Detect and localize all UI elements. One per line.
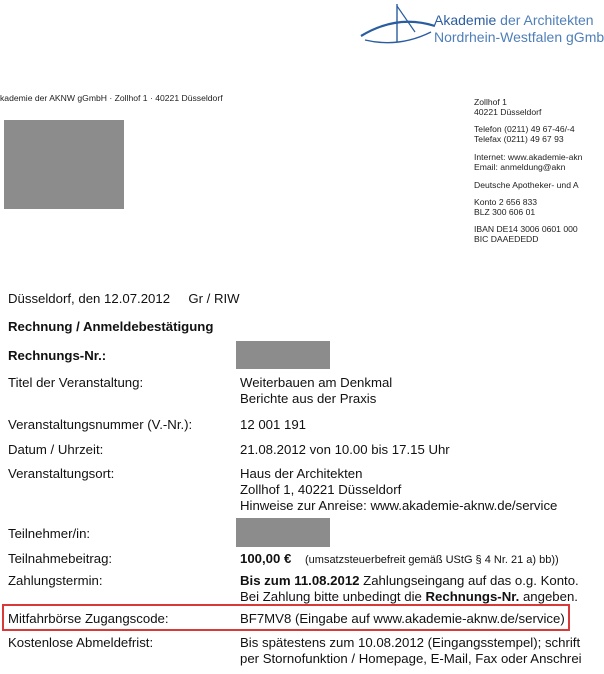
- rechnungsnr-label: Rechnungs-Nr.:: [8, 348, 107, 363]
- titel-value-line2: Berichte aus der Praxis: [240, 391, 377, 406]
- datum-label: Datum / Uhrzeit:: [8, 442, 104, 457]
- mitfahr-value: BF7MV8 (Eingabe auf www.akademie-aknw.de/service): [240, 611, 565, 626]
- zahlung-deadline: Bis zum 11.08.2012: [240, 573, 360, 588]
- date-line: Düsseldorf, den 12.07.2012 Gr / RIW: [8, 291, 240, 306]
- logo-name-rest: der Architekten: [496, 12, 594, 28]
- vnr-value: 12 001 191: [240, 417, 307, 432]
- contact-bic: BIC DAAEDEDD: [474, 234, 539, 244]
- datum-value: 21.08.2012 von 10.00 bis 17.15 Uhr: [240, 442, 450, 457]
- zahlung-rest: Zahlungseingang auf das o.g. Konto.: [359, 573, 579, 588]
- logo-name-strong: Akademie: [434, 12, 497, 28]
- vnr-label: Veranstaltungsnummer (V.-Nr.):: [8, 417, 193, 432]
- document-heading: Rechnung / Anmeldebestätigung: [8, 319, 214, 334]
- contact-addr1: Zollhof 1: [474, 97, 507, 107]
- ort-label: Veranstaltungsort:: [8, 466, 115, 481]
- titel-label: Titel der Veranstaltung:: [8, 375, 144, 390]
- zahlung-line2-b: Rechnungs-Nr.: [425, 589, 520, 604]
- teilnehmer-label: Teilnehmer/in:: [8, 526, 91, 541]
- abmelde-line1: Bis spätestens zum 10.08.2012 (Eingangsstempel); schrift: [240, 635, 581, 650]
- ort-value-line2: Zollhof 1, 40221 Düsseldorf: [240, 482, 402, 497]
- sender-line: kademie der AKNW gGmbH · Zollhof 1 · 40221 Düsseldorf: [0, 93, 223, 103]
- contact-bank: Deutsche Apotheker- und A: [474, 180, 579, 190]
- zahlung-line1: [240, 573, 579, 589]
- mitfahr-label: Mitfahrbörse Zugangscode:: [8, 611, 169, 626]
- contact-blz: BLZ 300 606 01: [474, 207, 536, 217]
- ort-value-line3: Hinweise zur Anreise: www.akademie-aknw.de/service: [240, 498, 558, 513]
- titel-value-line1: Weiterbauen am Denkmal: [240, 375, 393, 390]
- beitrag-amount: 100,00 €: [240, 551, 292, 566]
- beitrag-label: Teilnahmebeitrag:: [8, 551, 113, 566]
- abmelde-label: Kostenlose Abmeldefrist:: [8, 635, 154, 650]
- zahlung-label: Zahlungstermin:: [8, 573, 103, 588]
- zahlung-line2-c: angeben.: [519, 589, 578, 604]
- contact-tel: Telefon (0211) 49 67-46/-4: [474, 124, 575, 134]
- contact-iban: IBAN DE14 3006 0601 000: [474, 224, 578, 234]
- contact-fax: Telefax (0211) 49 67 93: [474, 134, 564, 144]
- rechnungsnr-redaction: [236, 341, 330, 369]
- abmelde-line2: per Stornofunktion / Homepage, E-Mail, Fax oder Anschrei: [240, 651, 582, 666]
- beitrag-note: (umsatzsteuerbefreit gemäß UStG § 4 Nr. 21 a) bb)): [305, 554, 559, 566]
- zahlung-line2: [240, 589, 578, 605]
- contact-konto: Konto 2 656 833: [474, 197, 538, 207]
- contact-email: Email: anmeldung@akn: [474, 162, 566, 172]
- ort-value-line1: Haus der Architekten: [240, 466, 363, 481]
- logo-emblem-icon: [357, 2, 437, 48]
- zahlung-line2-a: Bei Zahlung bitte unbedingt die: [240, 589, 426, 604]
- address-redaction: [4, 120, 124, 209]
- logo-subline: Nordrhein-Westfalen gGmb: [434, 29, 604, 45]
- teilnehmer-redaction: [236, 518, 330, 547]
- contact-internet: Internet: www.akademie-akn: [474, 152, 583, 162]
- contact-addr2: 40221 Düsseldorf: [474, 107, 542, 117]
